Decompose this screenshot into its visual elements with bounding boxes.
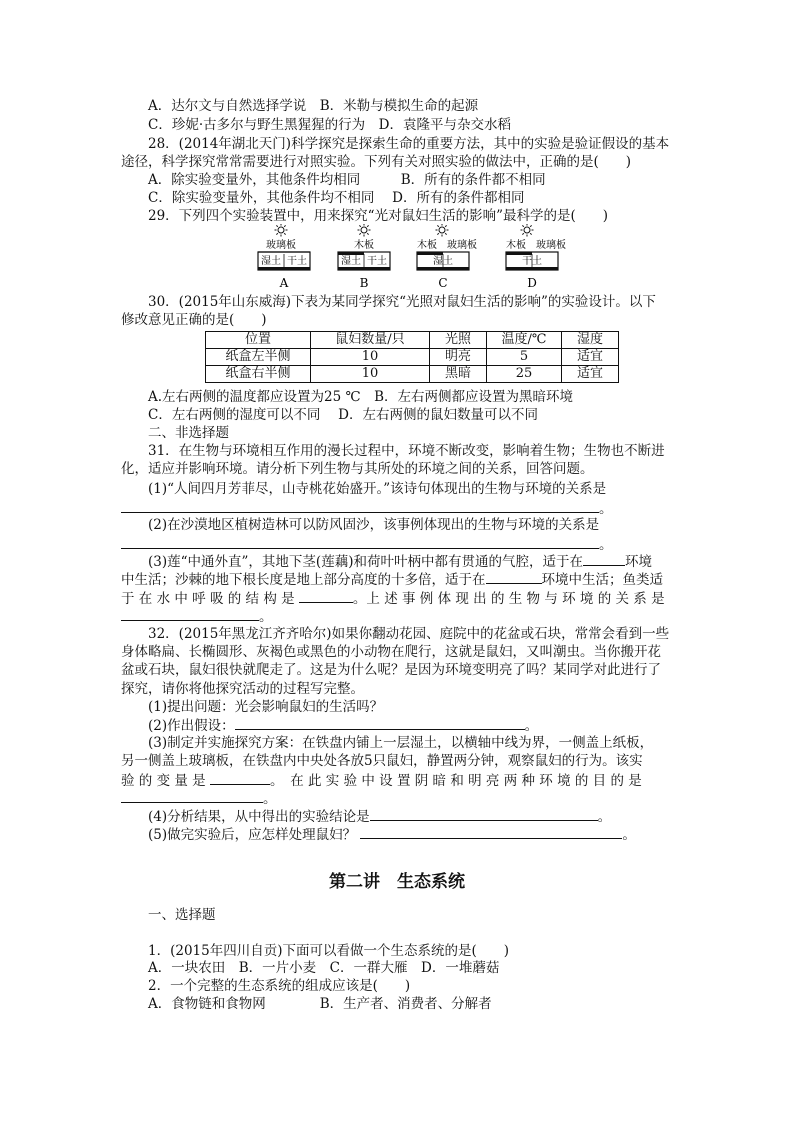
answer-blank[interactable]: [486, 571, 542, 584]
answer-blank[interactable]: [121, 500, 599, 513]
q31-part3-text: (3)莲“中通外直”，其地下茎(莲藕)和荷叶叶柄中都有贯通的气腔，适于在: [148, 554, 583, 570]
table-header-cell: 光照: [430, 332, 487, 349]
apparatus-d-cover-label: 木板 玻璃板: [506, 240, 566, 251]
answer-blank[interactable]: [235, 717, 525, 730]
table-cell: 10: [311, 349, 430, 366]
sun-icon: [521, 224, 534, 237]
period: 。: [597, 809, 612, 825]
q27-options-cd: C．珍妮·古多尔与野生黑猩猩的行为 D．袁隆平与杂交水稻: [148, 117, 511, 133]
q28-options-ab: A．除实验变量外，其他条件均相同 B．所有的条件都不相同: [148, 172, 546, 188]
q32-stem-line2: 身体略扁、长椭圆形、灰褐色或黑色的小动物在爬行，这就是鼠妇，又叫潮虫。当你搬开花: [121, 644, 661, 660]
apparatus-d: [506, 224, 566, 290]
answer-blank[interactable]: [360, 826, 622, 839]
table-cell: 明亮: [430, 349, 487, 366]
q31-part3-line3: [121, 590, 665, 608]
apparatus-b-soil-left: 湿土: [341, 256, 361, 267]
q32-stem-line4: 探究，请你将他探究活动的过程写完整。: [121, 681, 364, 697]
q31-part3-line1: [148, 553, 652, 571]
q31-stem-line2: 化，适应并影响环境。请分析下列生物与其所处的环境之间的关系，回答问题。: [121, 461, 594, 477]
sun-icon: [358, 224, 371, 237]
q32-part3-text: 验 的 变 量 是: [121, 773, 206, 789]
q30-options-cd: C．左右两侧的湿度可以不同 D．左右两侧的鼠妇数量可以不同: [148, 407, 538, 423]
q32-part3-line3: [121, 772, 642, 790]
period: 。: [259, 609, 273, 625]
q32-part2-text: (2)作出假设：: [148, 718, 235, 734]
section-choice: 一、选择题: [148, 907, 216, 923]
table-cell: 纸盒右半侧: [206, 366, 311, 383]
table-cell: 黑暗: [430, 366, 487, 383]
table-header-row: [206, 332, 619, 349]
q31-part1-answer-line: [121, 500, 613, 518]
period: 。: [599, 537, 613, 553]
answer-blank[interactable]: [299, 590, 353, 603]
q31-part1: (1)“人间四月芳菲尽，山寺桃花始盛开。”该诗句体现出的生物与环境的关系是: [148, 481, 607, 497]
period: 。: [263, 791, 277, 807]
q31-part3-text: 中生活；沙棘的地下根长度是地上部分高度的十多倍，适于在: [121, 572, 486, 588]
q32-stem-line1: 32．(2015年黑龙江齐齐哈尔)如果你翻动花园、庭院中的花盆或石块，常常会看到一些: [148, 626, 670, 642]
table-cell: 适宜: [562, 366, 619, 383]
table-row: [206, 366, 619, 383]
apparatus-c-cover-label: 木板 玻璃板: [417, 240, 477, 251]
answer-blank[interactable]: [121, 790, 263, 803]
l2-q1-options: A．一块农田 B．一片小麦 C．一群大雁 D．一堆蘑菇: [148, 960, 500, 976]
table-row: [206, 349, 619, 366]
table-cell: 5: [487, 349, 562, 366]
q32-part5: [148, 826, 636, 844]
q31-part3-text: 于 在 水 中 呼 吸 的 结 构 是: [121, 591, 295, 607]
apparatus-a-soil-left: 湿土: [261, 256, 281, 267]
q30-options-ab: A.左右两侧的温度都应设置为25 ℃ B．左右两侧都应设置为黑暗环境: [148, 389, 574, 405]
q28-stem-line1: 28．(2014年湖北天门)科学探究是探索生命的重要方法，其中的实验是验证假设的基本: [148, 136, 670, 152]
sun-icon: [436, 224, 449, 237]
apparatus-a-cover-label: 玻璃板: [266, 240, 296, 251]
q32-part4-text: (4)分析结果，从中得出的实验结论是: [148, 809, 370, 825]
apparatus-b-cover-label: 木板: [354, 240, 374, 251]
apparatus-a: [258, 224, 310, 290]
apparatus-d-soil: 干土: [522, 256, 542, 267]
answer-blank[interactable]: [210, 772, 270, 785]
apparatus-b: [338, 224, 390, 290]
l2-q2-options: A．食物链和食物网 B．生产者、消费者、分解者: [148, 996, 492, 1012]
q32-part3-line1: (3)制定并实施探究方案：在铁盘内铺上一层湿土，以横轴中线为界，一侧盖上纸板，: [148, 735, 654, 751]
q32-part2: [148, 717, 538, 735]
q32-part3-answer-line: [121, 790, 277, 808]
q29-apparatus-diagram: [252, 224, 592, 290]
q31-part3-text-end: 环境: [624, 554, 652, 570]
apparatus-b-soil-right: 干土: [367, 256, 387, 267]
lecture-title: 第二讲 生态系统: [329, 872, 465, 892]
table-cell: 适宜: [562, 349, 619, 366]
q31-stem-line1: 31．在生物与环境相互作用的漫长过程中，环境不断改变，影响着生物；生物也不断进: [148, 443, 665, 459]
answer-blank[interactable]: [370, 808, 598, 821]
table-cell: 10: [311, 366, 430, 383]
q31-part2: (2)在沙漠地区植树造林可以防风固沙，该事例体现出的生物与环境的关系是: [148, 517, 600, 533]
period: 。: [524, 718, 539, 734]
q27-options-ab: A．达尔文与自然选择学说 B．米勒与模拟生命的起源: [148, 98, 479, 114]
q30-stem-line1: 30．(2015年山东威海)下表为某同学探究“光照对鼠妇生活的影响”的实验设计。以下: [148, 294, 656, 310]
apparatus-a-letter: A: [279, 276, 289, 290]
answer-blank[interactable]: [121, 608, 259, 621]
q31-part2-answer-line: [121, 536, 613, 554]
q30-experiment-table: [205, 331, 619, 383]
q32-part3-line2: 另一侧盖上玻璃板，在铁盘内中央处各放5只鼠妇，静置两分钟，观察鼠妇的行为。该实: [121, 753, 643, 769]
table-header-cell: 湿度: [562, 332, 619, 349]
q32-part1: (1)提出问题：光会影响鼠妇的生活吗？: [148, 699, 384, 715]
answer-blank[interactable]: [121, 536, 599, 549]
apparatus-a-soil-right: 干土: [287, 256, 307, 267]
table-cell: 25: [487, 366, 562, 383]
period: 。: [622, 827, 636, 843]
q30-stem-line2: 修改意见正确的是( ): [121, 312, 267, 328]
answer-blank[interactable]: [583, 553, 625, 566]
sun-icon: [275, 224, 288, 237]
q28-stem-line2: 途径，科学探究常常需要进行对照实验。下列有关对照实验的做法中，正确的是( ): [121, 154, 632, 170]
q32-part3-text-mid: 。 在 此 实 验 中 设 置 阴 暗 和 明 亮 两 种 环 境 的 目 的 是: [269, 773, 642, 789]
apparatus-c: [417, 224, 477, 290]
q28-options-cd: C．除实验变量外，其他条件均不相同 D．所有的条件都相同: [148, 190, 525, 206]
q32-part5-text: (5)做完实验后，应怎样处理鼠妇？: [148, 827, 357, 843]
l2-q2-stem: 2．一个完整的生态系统的组成应该是( ): [148, 978, 411, 994]
q31-part3-text-end: 。上 述 事 例 体 现 出 的 生 物 与 环 境 的 关 系 是: [352, 591, 665, 607]
apparatus-c-soil: 湿土: [433, 256, 453, 267]
table-header-cell: 位置: [206, 332, 311, 349]
table-header-cell: 温度/℃: [487, 332, 562, 349]
table-cell: 纸盒左半侧: [206, 349, 311, 366]
section-non-choice: 二、非选择题: [148, 425, 229, 441]
apparatus-b-letter: B: [359, 276, 369, 290]
q31-part3-line2: [121, 571, 663, 589]
q32-stem-line3: 盆或石块，鼠妇很快就爬走了。这是为什么呢？是因为环境变明亮了吗？某同学对此进行了: [121, 662, 661, 678]
apparatus-c-letter: C: [438, 276, 448, 290]
q29-stem: 29．下列四个实验装置中，用来探究“光对鼠妇生活的影响”最科学的是( ): [148, 208, 609, 224]
l2-q1-stem: 1．(2015年四川自贡)下面可以看做一个生态系统的是( ): [148, 943, 510, 959]
period: 。: [599, 501, 613, 517]
table-header-cell: 鼠妇数量/只: [311, 332, 430, 349]
apparatus-d-letter: D: [527, 276, 537, 290]
q31-part3-answer-line: [121, 608, 273, 626]
q32-part4: [148, 808, 611, 826]
q31-part3-text-end: 环境中生活；鱼类适: [541, 572, 663, 588]
